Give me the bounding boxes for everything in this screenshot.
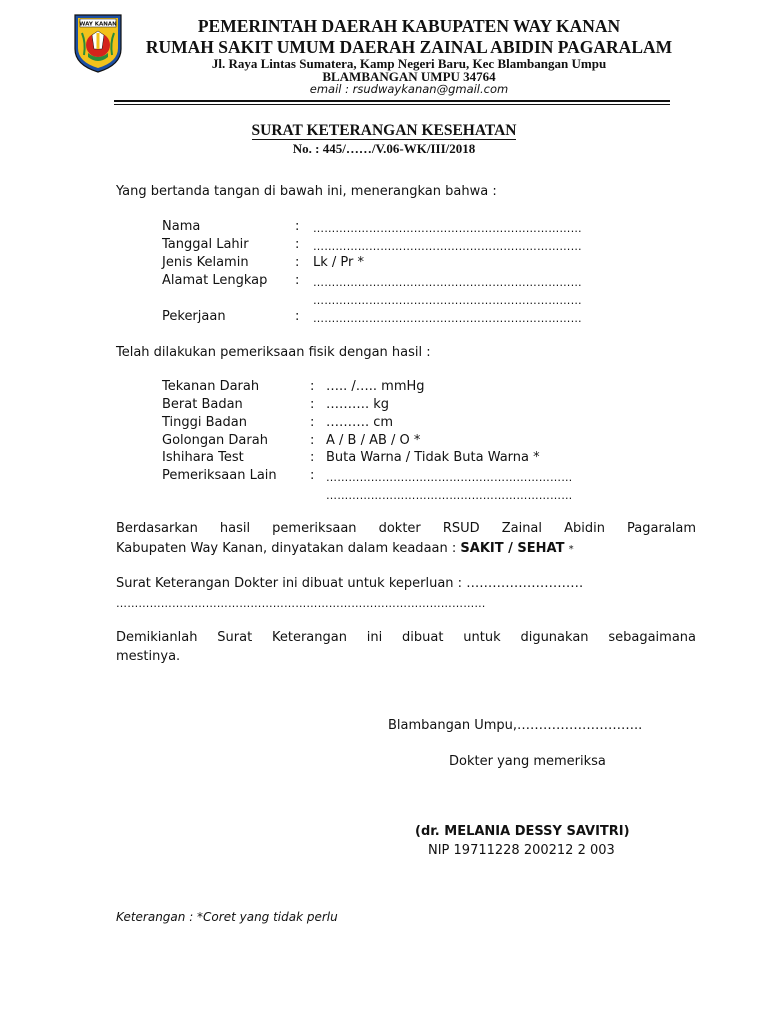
field-label-jenis-kelamin: Jenis Kelamin bbox=[162, 255, 249, 270]
field-value-jenis-kelamin: Lk / Pr * bbox=[313, 255, 365, 270]
letterhead-line-1: PEMERINTAH DAERAH KABUPATEN WAY KANAN bbox=[197, 16, 621, 36]
field-label-alamat: Alamat Lengkap bbox=[162, 273, 268, 288]
letterhead-address: Jl. Raya Lintas Sumatera, Kamp Negeri Baru, Kec Blambangan Umpu bbox=[211, 56, 607, 71]
result-line-2 bbox=[116, 541, 574, 556]
intro-text: Yang bertanda tangan di bawah ini, menerangkan bahwa : bbox=[116, 184, 497, 199]
field-sep: : bbox=[295, 309, 300, 324]
exam-value-tekanan-darah: ….. /….. mmHg bbox=[326, 379, 425, 394]
doctor-name: (dr. MELANIA DESSY SAVITRI) bbox=[415, 824, 630, 839]
field-label-nama: Nama bbox=[162, 219, 201, 234]
exam-value-tinggi-badan: ………. cm bbox=[326, 415, 394, 430]
field-sep: : bbox=[295, 237, 300, 252]
place-date: Blambangan Umpu,……………………….. bbox=[388, 718, 643, 733]
field-value-tanggal-lahir: ……………………………………………………………… bbox=[313, 240, 582, 253]
header-rule-thick bbox=[114, 100, 670, 102]
result-line-2-prefix: Kabupaten Way Kanan, dinyatakan dalam keadaan : bbox=[116, 541, 457, 556]
exam-sep: : bbox=[310, 433, 315, 448]
field-sep: : bbox=[295, 273, 300, 288]
footnote: Keterangan : *Coret yang tidak perlu bbox=[116, 910, 338, 924]
field-sep: : bbox=[295, 255, 300, 270]
doctor-nip: NIP 19711228 200212 2 003 bbox=[428, 843, 615, 858]
exam-value-pemeriksaan-lain-2: ………………………………………………………… bbox=[326, 489, 573, 502]
exam-label-ishihara: Ishihara Test bbox=[162, 450, 244, 465]
letterhead-hospital-name: RUMAH SAKIT UMUM DAERAH ZAINAL ABIDIN PAGARALAM bbox=[145, 37, 673, 57]
result-status: SAKIT / SEHAT bbox=[460, 541, 565, 556]
exam-sep: : bbox=[310, 415, 315, 430]
document-number: No. : 445/……/V.06-WK/III/2018 bbox=[292, 141, 476, 156]
exam-sep: : bbox=[310, 450, 315, 465]
letterhead-city: BLAMBANGAN UMPU 34764 bbox=[322, 69, 496, 84]
exam-label-berat-badan: Berat Badan bbox=[162, 397, 243, 412]
field-value-nama: ……………………………………………………………… bbox=[313, 222, 582, 235]
exam-value-ishihara: Buta Warna / Tidak Buta Warna * bbox=[326, 450, 540, 465]
field-sep: : bbox=[295, 219, 300, 234]
exam-sep: : bbox=[310, 397, 315, 412]
exam-value-pemeriksaan-lain: ………………………………………………………… bbox=[326, 471, 573, 484]
exam-label-tekanan-darah: Tekanan Darah bbox=[162, 379, 260, 394]
exam-label-tinggi-badan: Tinggi Badan bbox=[162, 415, 247, 430]
result-star: * bbox=[568, 544, 574, 555]
exam-value-berat-badan: ………. kg bbox=[326, 397, 390, 412]
header-rule-thin bbox=[114, 104, 670, 105]
exam-sep: : bbox=[310, 468, 315, 483]
letterhead-email: email : rsudwaykanan@gmail.com bbox=[309, 82, 509, 96]
field-label-tanggal-lahir: Tanggal Lahir bbox=[162, 237, 249, 252]
examiner-title: Dokter yang memeriksa bbox=[449, 754, 606, 769]
svg-text:WAY KANAN: WAY KANAN bbox=[79, 21, 117, 28]
exam-label-pemeriksaan-lain: Pemeriksaan Lain bbox=[162, 468, 277, 483]
result-line-1: Berdasarkan hasil pemeriksaan dokter RSUD Zainal Abidin Pagaralam bbox=[116, 521, 696, 536]
exam-value-golongan-darah: A / B / AB / O * bbox=[326, 433, 421, 448]
document-title-wrap bbox=[0, 122, 768, 140]
document-title: SURAT KETERANGAN KESEHATAN bbox=[251, 122, 517, 139]
exam-label-golongan-darah: Golongan Darah bbox=[162, 433, 268, 448]
exam-intro-text: Telah dilakukan pemeriksaan fisik dengan hasil : bbox=[116, 345, 431, 360]
field-label-pekerjaan: Pekerjaan bbox=[162, 309, 226, 324]
field-value-alamat: ……………………………………………………………… bbox=[313, 276, 582, 289]
purpose-line-1: Surat Keterangan Dokter ini dibuat untuk keperluan : ……………………… bbox=[116, 576, 584, 591]
field-value-alamat-2: ……………………………………………………………… bbox=[313, 294, 582, 307]
closing-line-1: Demikianlah Surat Keterangan ini dibuat untuk digunakan sebagaimana bbox=[116, 630, 696, 645]
closing-line-2: mestinya. bbox=[116, 649, 181, 664]
field-value-pekerjaan: ……………………………………………………………… bbox=[313, 312, 582, 325]
purpose-line-2: ……………………………………………………………………………………… bbox=[116, 597, 486, 610]
exam-sep: : bbox=[310, 379, 315, 394]
